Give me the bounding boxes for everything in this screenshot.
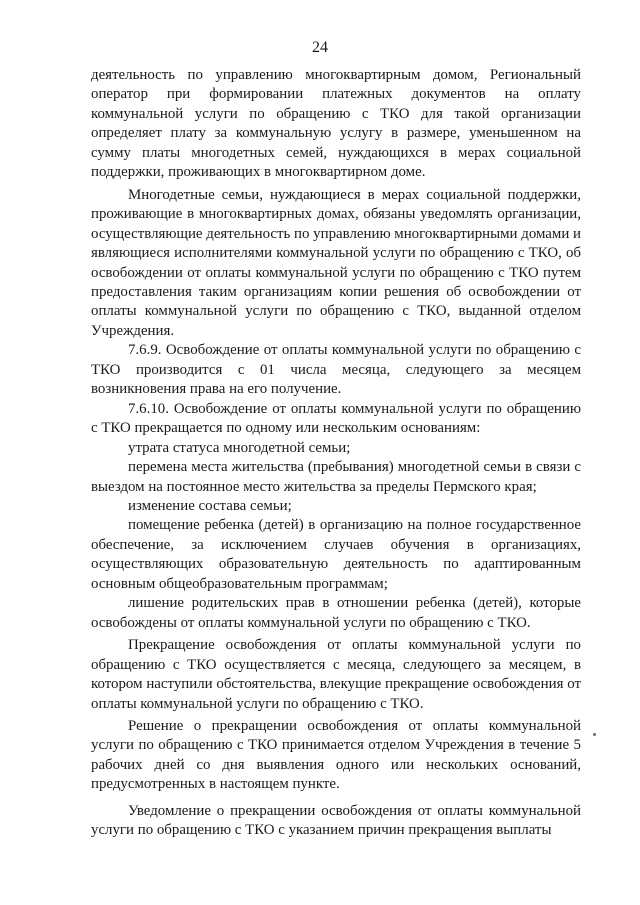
paragraph-continuation: деятельность по управлению многоквартирным домом, Региональный оператор при формировании платежных документов на оплату коммунальной услуги по обращению с ТКО для такой организации определяет плату за коммунальную услугу в размере, уменьшенном на сумму платы многодетных семей, нуждающихся в мерах социальной поддержки, проживающих в многоквартирном доме.: [91, 67, 581, 181]
list-item-family-change: изменение состава семьи;: [128, 497, 292, 514]
paragraph-notification-duty: Многодетные семьи, нуждающиеся в мерах социальной поддержки, проживающие в многоквартирных домах, обязаны уведомлять организации, осуществляющие деятельность по управлению многоквартирными домами и являющиеся исполнителями коммунальной услуги по обращению с ТКО, об освобождении от оплаты коммунальной услуги по обращению с ТКО путем предоставления таким организациям копии решения об освобождении от оплаты коммунальной услуги по обращению с ТКО, выданной отделом Учреждения.: [91, 186, 582, 339]
paragraph-termination-decision: Решение о прекращении освобождения от оплаты коммунальной услуги по обращению с ТКО принимается отделом Учреждения в течение 5 рабочих дней со дня выявления одного или нескольких оснований, предусмотренных в настоящем пункте.: [91, 717, 581, 793]
paragraph-termination-notice: Уведомление о прекращении освобождения от оплаты коммунальной услуги по обращению с ТКО с указанием причин прекращения выплаты: [91, 802, 581, 839]
paragraph-7-6-10: 7.6.10. Освобождение от оплаты коммунальной услуги по обращению с ТКО прекращается по одному или нескольким основаниям:: [91, 400, 581, 437]
scan-speck: [593, 733, 596, 736]
document-body: [91, 66, 581, 841]
list-item-state-care: помещение ребенка (детей) в организацию на полное государственное обеспечение, за исключением случаев обучения в организациях, осуществляющих образовательную деятельность по адаптированным основным общеобразовательным программам;: [91, 517, 581, 592]
list-item-parental-rights: лишение родительских прав в отношении ребенка (детей), которые освобождены от оплаты коммунальной услуги по обращению с ТКО.: [91, 595, 581, 631]
paragraph-7-6-9: 7.6.9. Освобождение от оплаты коммунальной услуги по обращению с ТКО производится с 01 числа месяца, следующего за месяцем возникновения права на его получение.: [91, 342, 581, 398]
paragraph-termination-date: Прекращение освобождения от оплаты коммунальной услуги по обращению с ТКО осуществляется с месяца, следующего за месяцем, в котором наступили обстоятельства, влекущие прекращение освобождения от оплаты коммунальной услуги по обращению с ТКО.: [91, 637, 581, 712]
list-item-relocation: перемена места жительства (пребывания) многодетной семьи в связи с выездом на постоянное место жительства за пределы Пермского края;: [91, 459, 581, 495]
list-item-status-loss: утрата статуса многодетной семьи;: [128, 439, 351, 456]
page-number: 24: [312, 39, 328, 56]
